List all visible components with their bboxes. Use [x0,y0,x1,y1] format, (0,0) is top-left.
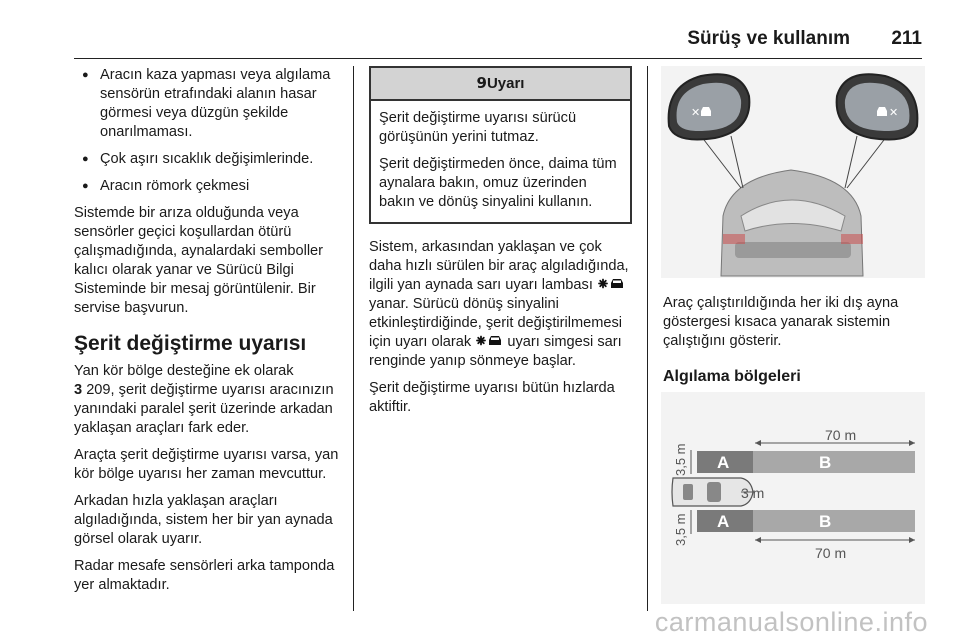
list-item: ● Aracın kaza yapması veya algılama sensörün etrafındaki alanın hasar görmesi veya düzgün şekilde onarılmaması. [74,66,346,142]
column-2 [369,66,632,425]
top-width-label: 3,5 m [673,443,688,476]
availability-paragraph: Araçta şerit değiştirme uyarısı varsa, yan kör bölge uyarısı her zaman mevcuttur. [74,447,339,482]
zone-b-top [753,451,915,473]
list-item: ● Çok aşırı sıcaklık değişimlerinde. [74,150,346,169]
column-divider-2 [647,66,648,611]
warning-text: Şerit değiştirmeden önce, daima tüm aynalara bakın, omuz üzerinden bakın ve dönüş sinyalini kullanın. [379,156,617,210]
warning-text: Şerit değiştirme uyarısı sürücü görüşünün yerini tutmaz. [379,110,577,145]
lane-change-warning-icon [475,334,503,347]
condition-list [74,66,346,196]
header-divider [74,58,922,59]
zone-b-bottom [753,510,915,532]
fault-paragraph: Sistemde bir arıza olduğunda veya sensörler geçici koşullardan ötürü çalışmadığında, aynalardaki semboller kalıcı olarak yanar ve Sürücü Bilgi Sisteminde bir mesaj görüntülenir. Bir servise başvurun. [74,205,324,316]
warning-title: Uyarı [486,75,525,92]
car-mirror-illustration [661,66,925,278]
page-ref-arrow-icon: 3 [74,382,83,398]
zone-a-label: A [717,453,730,472]
zone-a-label: A [717,512,730,531]
svg-text:✕: ✕ [889,106,899,119]
detection-zones-diagram [661,392,925,604]
column-divider-1 [353,66,354,611]
page-ref-link[interactable]: 209 [86,382,111,398]
list-item: ● Aracın römork çekmesi [74,177,346,196]
middle-length-label: 3 m [741,485,765,501]
bottom-length-label: 70 m [815,545,847,561]
subsection-heading: Algılama bölgeleri [663,368,801,385]
sensor-paragraph: Radar mesafe sensörleri arka tamponda yer almaktadır. [74,558,335,593]
section-heading: Şerit değiştirme uyarısı [74,332,307,355]
watermark: carmanualsonline.info [654,607,928,637]
page-header [0,20,960,60]
figure-caption: Araç çalıştırıldığında her iki dış ayna göstergesi kısaca yanarak sistemin çalıştığını gösterir. [663,295,899,349]
warning-triangle-icon: 9 [476,74,487,92]
column-1 [74,66,346,603]
column-3 [663,294,928,386]
system-paragraph: Sistem, arkasından yaklaşan ve çok daha hızlı sürülen bir araç algıladığında, ilgili yan aynada sarı uyarı lambası yanar. Sürücü dönüş sinyalini etkinleştirdiğinde, şerit değiştirilmemesi için uyarı olarak uyarı simgesi sarı renginde yanıp sönmeye başlar. [369,239,629,369]
top-length-label: 70 m [825,427,857,443]
lane-change-warning-icon [597,277,625,290]
warning-paragraph: Arkadan hızla yaklaşan araçları algıladığında, sistem her bir yan aynada görsel olarak uyarır. [74,493,333,547]
zone-b-label: B [819,512,832,531]
intro-paragraph: Yan kör bölge desteğine ek olarak 3 209, şerit değiştirme uyarısı aracınızın yanındaki paralel şerit üzerinde arkadan yaklaşan araçları fark eder. [74,363,334,436]
warning-header [371,68,630,101]
bottom-width-label: 3,5 m [673,513,688,546]
speed-paragraph: Şerit değiştirme uyarısı bütün hızlarda aktiftir. [369,380,615,415]
svg-text:✕: ✕ [691,106,701,119]
warning-box [369,66,632,224]
zone-b-label: B [819,453,832,472]
header-title: Sürüş ve kullanım [687,28,850,49]
page-number: 211 [891,28,922,49]
